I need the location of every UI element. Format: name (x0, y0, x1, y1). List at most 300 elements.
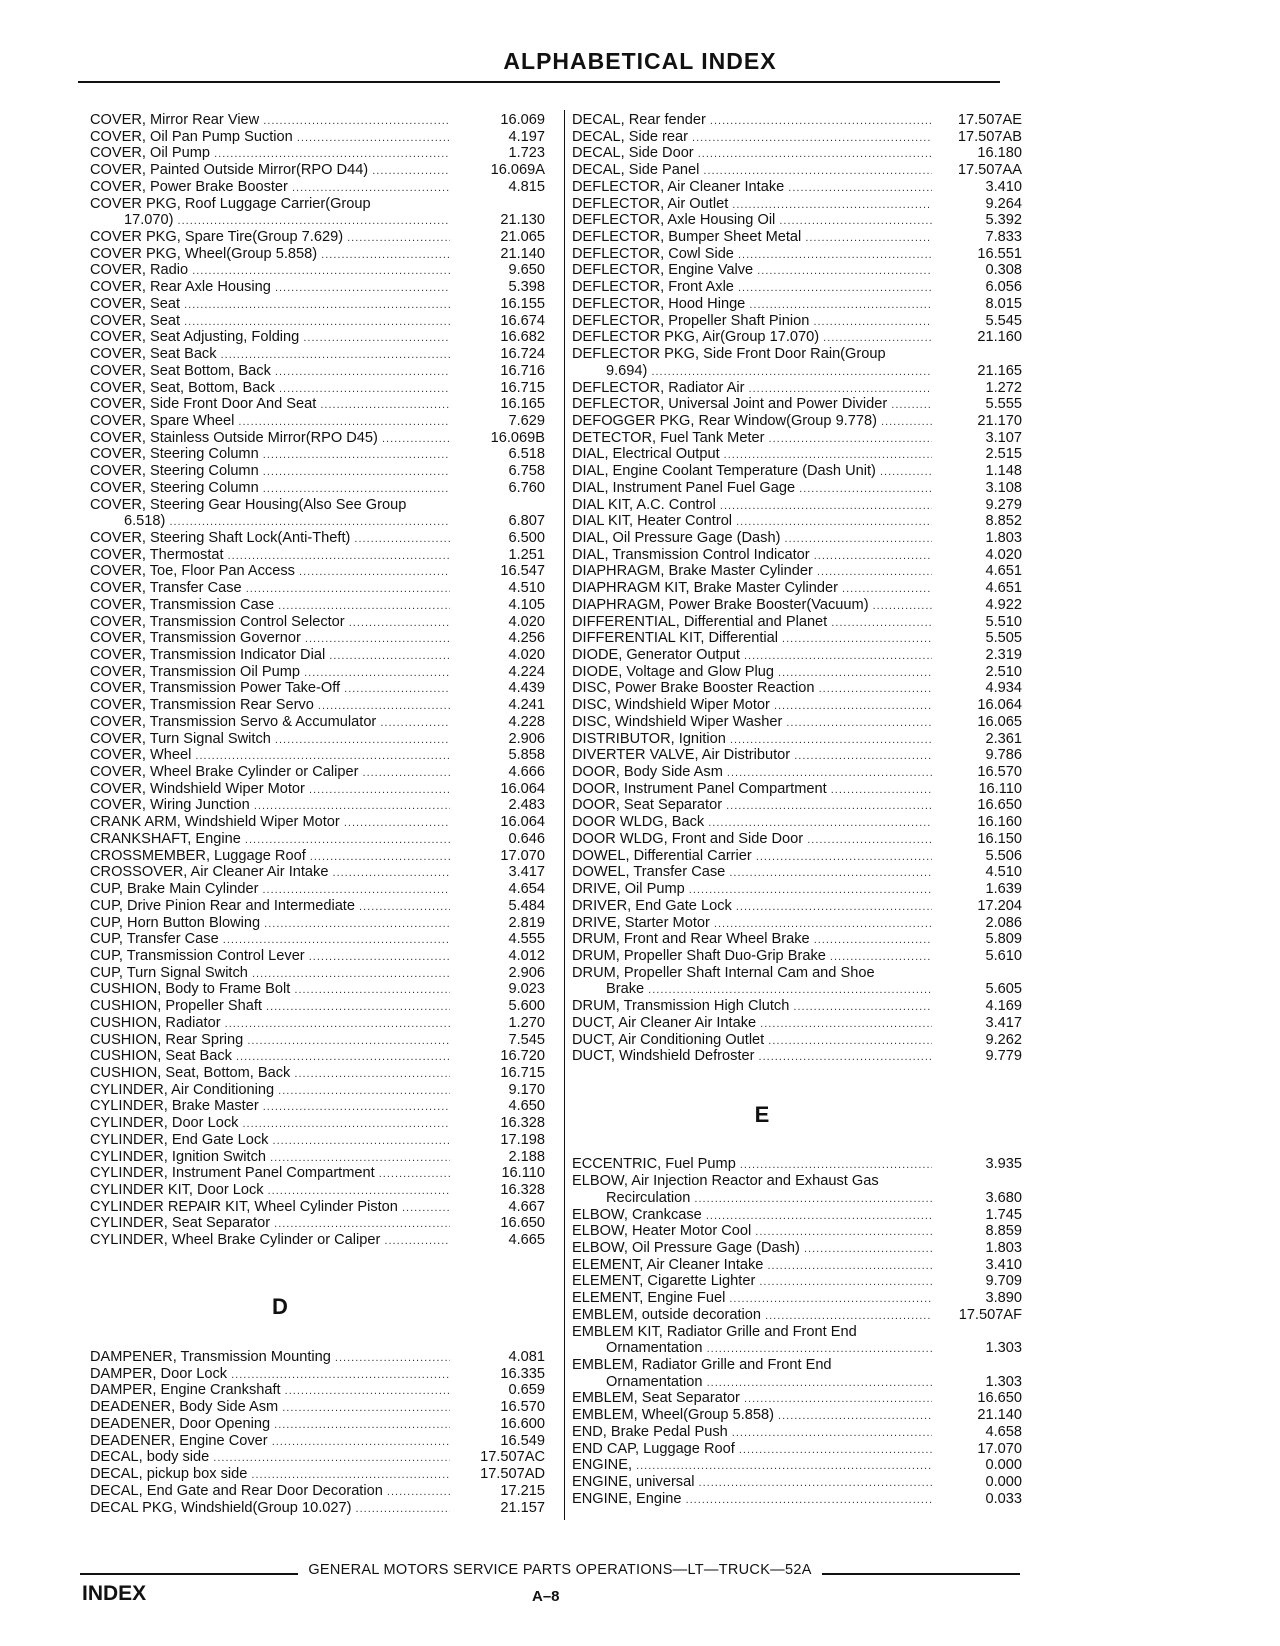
entry-name: DIVERTER VALVE, Air Distributor ..... (572, 747, 932, 765)
entry-name: ECCENTRIC, Fuel Pump ..... (572, 1156, 932, 1174)
index-entry (572, 614, 1022, 631)
index-entry (90, 1098, 545, 1115)
entry-name: DAMPENER, Transmission Mounting ..... (90, 1349, 450, 1367)
entry-name: DEFLECTOR, Front Axle ..... (572, 279, 932, 297)
entry-name: DIAL, Electrical Output ..... (572, 446, 932, 464)
entry-section-number: 9.709 (985, 1273, 1022, 1290)
right-column (572, 112, 1022, 1508)
entry-section-number: 9.264 (985, 195, 1022, 212)
index-entry (572, 1032, 1022, 1049)
entry-section-number: 17.198 (500, 1131, 545, 1148)
entry-name: DEFLECTOR, Cowl Side ..... (572, 246, 932, 264)
entry-name: DIAL KIT, A.C. Control ..... (572, 497, 932, 515)
entry-section-number: 2.188 (508, 1148, 545, 1165)
index-entry (90, 881, 545, 898)
entry-section-number: 21.065 (500, 229, 545, 246)
entry-section-number: 5.555 (985, 396, 1022, 413)
index-entry (572, 1273, 1022, 1290)
index-entry (572, 797, 1022, 814)
entry-section-number: 21.165 (977, 362, 1022, 379)
entry-section-number: 16.715 (500, 1064, 545, 1081)
index-entry (90, 1065, 545, 1082)
entry-name: DIAL, Oil Pressure Gage (Dash) ..... (572, 530, 932, 548)
entry-section-number: 16.069B (490, 429, 545, 446)
entry-name: COVER, Transmission Control Selector ..... (90, 614, 450, 632)
entry-name: COVER, Transmission Power Take-Off ..... (90, 680, 450, 698)
index-entry (90, 162, 545, 179)
index-entry (90, 1483, 545, 1500)
entry-name: COVER, Steering Column ..... (90, 463, 450, 481)
entry-section-number: 3.890 (985, 1290, 1022, 1307)
spacer (572, 1140, 1022, 1157)
entry-name: DUCT, Air Cleaner Air Intake ..... (572, 1015, 932, 1033)
entry-section-number: 7.629 (508, 412, 545, 429)
index-entry (572, 513, 1022, 530)
entry-section-number: 16.674 (500, 312, 545, 329)
index-entry (572, 948, 1022, 965)
entry-name: CYLINDER KIT, Door Lock ..... (90, 1182, 450, 1200)
entry-section-number: 3.410 (985, 178, 1022, 195)
index-entry (90, 1449, 545, 1466)
entry-section-number: 16.570 (977, 764, 1022, 781)
entry-name: DOWEL, Transfer Case ..... (572, 864, 932, 882)
entry-section-number: 4.815 (508, 178, 545, 195)
entry-name: COVER, Seat Back ..... (90, 346, 450, 364)
index-entry (572, 547, 1022, 564)
index-entry (572, 781, 1022, 798)
entry-name: COVER, Seat Adjusting, Folding ..... (90, 329, 450, 347)
index-entry (572, 530, 1022, 547)
index-entry (90, 112, 545, 129)
entry-name: DEFLECTOR, Hood Hinge ..... (572, 296, 932, 314)
index-entry (572, 196, 1022, 213)
index-entry (90, 313, 545, 330)
entry-section-number: 9.262 (985, 1031, 1022, 1048)
index-entry (572, 1357, 1022, 1390)
left-entry-list (90, 112, 545, 1249)
index-entry (572, 129, 1022, 146)
entry-name: DEFLECTOR, Universal Joint and Power Divider ..... (572, 396, 932, 414)
entry-section-number: 2.819 (508, 914, 545, 931)
entry-name: COVER, Wiring Junction ..... (90, 797, 450, 815)
index-entry (90, 430, 545, 447)
entry-name: COVER, Power Brake Booster ..... (90, 179, 450, 197)
entry-section-number: 16.682 (500, 329, 545, 346)
entry-section-number: 16.110 (978, 780, 1022, 797)
entry-section-number: 0.308 (985, 262, 1022, 279)
entry-name: DEFLECTOR, Radiator Air ..... (572, 380, 932, 398)
index-entry (572, 814, 1022, 831)
index-entry (572, 112, 1022, 129)
entry-section-number: 4.224 (508, 663, 545, 680)
entry-section-number: 5.545 (985, 312, 1022, 329)
index-entry (90, 1366, 545, 1383)
entry-name: DRUM, Propeller Shaft Internal Cam and Shoe (572, 964, 875, 981)
index-entry (90, 1466, 545, 1483)
entry-name: COVER, Seat ..... (90, 313, 450, 331)
entry-name: DEFLECTOR, Air Cleaner Intake ..... (572, 179, 932, 197)
entry-name: CUSHION, Rear Spring ..... (90, 1032, 450, 1050)
entry-section-number: 5.398 (508, 279, 545, 296)
entry-name: COVER, Spare Wheel ..... (90, 413, 450, 431)
entry-section-number: 16.150 (977, 830, 1022, 847)
entry-name: DOWEL, Differential Carrier ..... (572, 848, 932, 866)
entry-name: DRIVE, Oil Pump ..... (572, 881, 932, 899)
index-entry (90, 597, 545, 614)
column-divider (564, 110, 565, 1520)
index-entry (90, 497, 545, 530)
entry-name: COVER, Toe, Floor Pan Access ..... (90, 563, 450, 581)
entry-section-number: 16.650 (977, 797, 1022, 814)
entry-name: DIODE, Voltage and Glow Plug ..... (572, 664, 932, 682)
entry-section-number: 1.639 (985, 881, 1022, 898)
index-entry (90, 1032, 545, 1049)
entry-name: COVER, Wheel Brake Cylinder or Caliper ..... (90, 764, 450, 782)
entry-name: CROSSOVER, Air Cleaner Air Intake ..... (90, 864, 450, 882)
entry-section-number: 21.170 (977, 412, 1022, 429)
entry-name: COVER, Steering Gear Housing(Also See Group (90, 496, 407, 513)
entry-name: DISC, Power Brake Booster Reaction ..... (572, 680, 932, 698)
entry-section-number: 16.180 (977, 145, 1022, 162)
entry-section-number: 21.160 (977, 329, 1022, 346)
entry-section-number: 16.650 (977, 1390, 1022, 1407)
entry-name: DUCT, Air Conditioning Outlet ..... (572, 1032, 932, 1050)
index-entry (572, 296, 1022, 313)
entry-section-number: 4.020 (508, 613, 545, 630)
entry-name: COVER, Seat ..... (90, 296, 450, 314)
index-entry (90, 1382, 545, 1399)
entry-name: ENGINE, ..... (572, 1457, 932, 1475)
index-entry (572, 1156, 1022, 1173)
entry-section-number: 16.716 (500, 362, 545, 379)
entry-section-number: 17.507AE (957, 112, 1022, 128)
index-entry (90, 1416, 545, 1433)
entry-section-number: 0.000 (985, 1457, 1022, 1474)
index-entry (90, 981, 545, 998)
index-entry (572, 1390, 1022, 1407)
entry-section-number: 1.303 (985, 1373, 1022, 1390)
index-entry (90, 1215, 545, 1232)
index-entry (90, 647, 545, 664)
entry-name: COVER, Steering Shaft Lock(Anti-Theft) ..... (90, 530, 450, 548)
entry-name: COVER, Windshield Wiper Motor ..... (90, 781, 450, 799)
entry-section-number: 5.858 (508, 747, 545, 764)
entry-name: DOOR WLDG, Front and Side Door ..... (572, 831, 932, 849)
entry-name-continuation: Ornamentation ..... (572, 1374, 932, 1392)
index-entry (572, 480, 1022, 497)
index-entry (572, 229, 1022, 246)
entry-name-continuation: Ornamentation ..... (572, 1340, 932, 1358)
entry-name: CYLINDER REPAIR KIT, Wheel Cylinder Piston ..... (90, 1199, 450, 1217)
entry-section-number: 9.779 (985, 1048, 1022, 1065)
index-entry (572, 446, 1022, 463)
entry-section-number: 4.012 (508, 947, 545, 964)
entry-section-number: 21.130 (500, 212, 545, 229)
index-entry (572, 279, 1022, 296)
entry-name: EMBLEM, outside decoration ..... (572, 1307, 932, 1325)
entry-section-number: 4.555 (508, 931, 545, 948)
entry-name: DEFLECTOR, Bumper Sheet Metal ..... (572, 229, 932, 247)
entry-name: CYLINDER, Wheel Brake Cylinder or Caliper ..... (90, 1232, 450, 1250)
entry-section-number: 4.651 (985, 580, 1022, 597)
entry-name: END, Brake Pedal Push ..... (572, 1424, 932, 1442)
entry-section-number: 4.510 (985, 864, 1022, 881)
index-entry (572, 346, 1022, 379)
entry-section-number: 4.922 (985, 596, 1022, 613)
entry-section-number: 4.169 (985, 998, 1022, 1015)
entry-section-number: 4.651 (985, 563, 1022, 580)
entry-name: DIAL, Instrument Panel Fuel Gage ..... (572, 480, 932, 498)
index-entry (90, 630, 545, 647)
entry-name: ENGINE, universal ..... (572, 1474, 932, 1492)
index-entry (90, 1232, 545, 1249)
index-entry (90, 1399, 545, 1416)
entry-name: DRUM, Front and Rear Wheel Brake ..... (572, 931, 932, 949)
entry-section-number: 6.056 (985, 279, 1022, 296)
index-entry (90, 145, 545, 162)
index-entry (572, 831, 1022, 848)
entry-name: COVER, Transmission Indicator Dial ..... (90, 647, 450, 665)
index-entry (572, 881, 1022, 898)
index-entry (572, 1048, 1022, 1065)
entry-name: END CAP, Luggage Roof ..... (572, 1441, 932, 1459)
entry-name: DECAL, Side Panel ..... (572, 162, 932, 180)
entry-section-number: 16.064 (500, 780, 545, 797)
index-entry (572, 1424, 1022, 1441)
entry-section-number: 2.086 (985, 914, 1022, 931)
entry-name: DRIVE, Starter Motor ..... (572, 915, 932, 933)
entry-name: CUSHION, Seat Back ..... (90, 1048, 450, 1066)
entry-name: EMBLEM, Seat Separator ..... (572, 1390, 932, 1408)
entry-section-number: 16.328 (500, 1115, 545, 1132)
index-entry (90, 781, 545, 798)
index-entry (90, 329, 545, 346)
entry-name: DECAL, End Gate and Rear Door Decoration ..... (90, 1483, 450, 1501)
entry-section-number: 4.510 (508, 580, 545, 597)
index-entry (90, 396, 545, 413)
entry-section-number: 16.720 (500, 1048, 545, 1065)
entry-name: DEFLECTOR, Air Outlet ..... (572, 196, 932, 214)
entry-name: COVER, Steering Column ..... (90, 480, 450, 498)
index-entry (572, 764, 1022, 781)
entry-section-number: 5.600 (508, 998, 545, 1015)
entry-section-number: 21.157 (500, 1499, 545, 1516)
index-entry (90, 697, 545, 714)
index-entry (90, 229, 545, 246)
entry-section-number: 16.064 (977, 697, 1022, 714)
entry-name: DECAL, Rear fender ..... (572, 112, 932, 130)
index-entry (90, 998, 545, 1015)
entry-name: DISC, Windshield Wiper Motor ..... (572, 697, 932, 715)
entry-section-number: 5.809 (985, 931, 1022, 948)
index-entry (572, 463, 1022, 480)
entry-name: CYLINDER, Ignition Switch ..... (90, 1149, 450, 1167)
index-entry (572, 931, 1022, 948)
index-entry (90, 279, 545, 296)
entry-name: ELBOW, Crankcase ..... (572, 1207, 932, 1225)
index-entry (572, 1441, 1022, 1458)
entry-name: COVER, Transmission Servo & Accumulator ..... (90, 714, 450, 732)
entry-name: CYLINDER, Instrument Panel Compartment ..... (90, 1165, 450, 1183)
entry-section-number: 3.417 (985, 1014, 1022, 1031)
index-entry (90, 1015, 545, 1032)
page-title: ALPHABETICAL INDEX (503, 48, 777, 74)
entry-section-number: 16.549 (500, 1432, 545, 1449)
index-entry (572, 1223, 1022, 1240)
index-entry (572, 848, 1022, 865)
entry-name: COVER, Side Front Door And Seat ..... (90, 396, 450, 414)
entry-section-number: 9.279 (985, 496, 1022, 513)
entry-section-number: 9.650 (508, 262, 545, 279)
entry-section-number: 4.228 (508, 713, 545, 730)
footer-rule-right (822, 1573, 1020, 1575)
entry-section-number: 21.140 (500, 245, 545, 262)
entry-name: COVER, Mirror Rear View ..... (90, 112, 450, 130)
index-entry (572, 380, 1022, 397)
entry-section-number: 16.570 (500, 1399, 545, 1416)
entry-name: DISTRIBUTOR, Ignition ..... (572, 731, 932, 749)
entry-section-number: 16.650 (500, 1215, 545, 1232)
index-entry (90, 831, 545, 848)
index-entry (572, 1307, 1022, 1324)
entry-name: CYLINDER, Air Conditioning ..... (90, 1082, 450, 1100)
index-entry (572, 1015, 1022, 1032)
entry-name: COVER, Oil Pan Pump Suction ..... (90, 129, 450, 147)
entry-name: COVER, Transmission Rear Servo ..... (90, 697, 450, 715)
entry-section-number: 4.020 (508, 647, 545, 663)
entry-section-number: 16.724 (500, 346, 545, 363)
entry-section-number: 8.015 (985, 295, 1022, 312)
entry-name-continuation: 6.518) ..... (90, 513, 450, 531)
entry-section-number: 4.020 (985, 546, 1022, 563)
entry-section-number: 16.069 (500, 112, 545, 128)
entry-name-continuation: Recirculation ..... (572, 1190, 932, 1208)
entry-name: DAMPER, Door Lock ..... (90, 1366, 450, 1384)
entry-name: DAMPER, Engine Crankshaft ..... (90, 1382, 450, 1400)
entry-section-number: 17.070 (977, 1440, 1022, 1457)
index-entry (90, 747, 545, 764)
entry-name: DECAL, pickup box side ..... (90, 1466, 450, 1484)
entry-section-number: 4.934 (985, 680, 1022, 697)
entry-name: DOOR WLDG, Back ..... (572, 814, 932, 832)
index-entry (572, 915, 1022, 932)
entry-section-number: 17.204 (977, 897, 1022, 914)
index-entry (572, 747, 1022, 764)
index-entry (90, 1349, 545, 1366)
entry-name: CUSHION, Propeller Shaft ..... (90, 998, 450, 1016)
index-entry (572, 396, 1022, 413)
entry-section-number: 5.506 (985, 847, 1022, 864)
entry-name: COVER PKG, Roof Luggage Carrier(Group (90, 195, 371, 212)
index-entry (90, 580, 545, 597)
index-entry (90, 179, 545, 196)
index-entry (572, 1240, 1022, 1257)
entry-section-number: 16.069A (490, 162, 545, 179)
entry-name: ELEMENT, Cigarette Lighter ..... (572, 1273, 932, 1291)
index-entry (90, 1082, 545, 1099)
index-entry (90, 1199, 545, 1216)
entry-section-number: 17.070 (500, 847, 545, 864)
entry-section-number: 4.439 (508, 680, 545, 697)
entry-section-number: 6.518 (508, 446, 545, 463)
index-entry (90, 764, 545, 781)
entry-name: CUP, Transfer Case ..... (90, 931, 450, 949)
index-entry (572, 430, 1022, 447)
entry-section-number: 1.272 (985, 379, 1022, 396)
entry-section-number: 16.600 (500, 1415, 545, 1432)
entry-section-number: 2.906 (508, 730, 545, 747)
section-letter-e: E (754, 1101, 770, 1127)
entry-name: DEFLECTOR, Engine Valve ..... (572, 262, 932, 280)
entry-name: COVER PKG, Spare Tire(Group 7.629) ..... (90, 229, 450, 247)
index-entry (572, 1457, 1022, 1474)
entry-section-number: 2.319 (985, 647, 1022, 663)
index-entry (572, 145, 1022, 162)
section-e-entry-list (572, 1156, 1022, 1507)
entry-name: DIAPHRAGM, Brake Master Cylinder ..... (572, 563, 932, 581)
entry-section-number: 16.328 (500, 1182, 545, 1198)
entry-name: COVER, Turn Signal Switch ..... (90, 731, 450, 749)
entry-name: ELEMENT, Air Cleaner Intake ..... (572, 1257, 932, 1275)
entry-section-number: 4.197 (508, 128, 545, 145)
index-entry (572, 1257, 1022, 1274)
entry-section-number: 2.361 (985, 730, 1022, 747)
entry-name: ELBOW, Heater Motor Cool ..... (572, 1223, 932, 1241)
entry-name: EMBLEM, Radiator Grille and Front End (572, 1357, 832, 1374)
entry-name: DEADENER, Engine Cover ..... (90, 1433, 450, 1451)
entry-name: CUSHION, Seat, Bottom, Back ..... (90, 1065, 450, 1083)
entry-name: DIFFERENTIAL KIT, Differential ..... (572, 630, 932, 648)
index-entry (90, 413, 545, 430)
index-entry (572, 680, 1022, 697)
index-entry (572, 162, 1022, 179)
entry-section-number: 5.505 (985, 630, 1022, 647)
entry-name: COVER PKG, Wheel(Group 5.858) ..... (90, 246, 450, 264)
index-entry (90, 664, 545, 681)
entry-section-number: 16.165 (500, 396, 545, 413)
entry-section-number: 16.064 (500, 814, 545, 831)
entry-name: COVER, Seat Bottom, Back ..... (90, 363, 450, 381)
entry-section-number: 6.807 (508, 513, 545, 530)
entry-section-number: 16.715 (500, 379, 545, 396)
entry-name: CUP, Turn Signal Switch ..... (90, 965, 450, 983)
entry-name: DISC, Windshield Wiper Washer ..... (572, 714, 932, 732)
index-entry (90, 1132, 545, 1149)
entry-section-number: 0.659 (508, 1382, 545, 1399)
index-entry (90, 797, 545, 814)
entry-name: DRIVER, End Gate Lock ..... (572, 898, 932, 916)
index-entry (90, 363, 545, 380)
entry-name: DOOR, Body Side Asm ..... (572, 764, 932, 782)
entry-section-number: 3.108 (985, 479, 1022, 496)
index-entry (90, 262, 545, 279)
entry-section-number: 17.507AC (480, 1449, 545, 1466)
index-entry (572, 1491, 1022, 1508)
index-entry (90, 196, 545, 229)
index-entry (90, 563, 545, 580)
entry-section-number: 1.148 (985, 463, 1022, 480)
spacer (90, 1266, 545, 1283)
index-entry (90, 380, 545, 397)
index-entry (90, 931, 545, 948)
entry-section-number: 3.935 (985, 1156, 1022, 1173)
entry-section-number: 6.500 (508, 529, 545, 546)
entry-name: EMBLEM, Wheel(Group 5.858) ..... (572, 1407, 932, 1425)
entry-section-number: 5.392 (985, 212, 1022, 229)
entry-name: DEFLECTOR, Propeller Shaft Pinion ..... (572, 313, 932, 331)
index-entry (572, 965, 1022, 998)
index-entry (572, 714, 1022, 731)
